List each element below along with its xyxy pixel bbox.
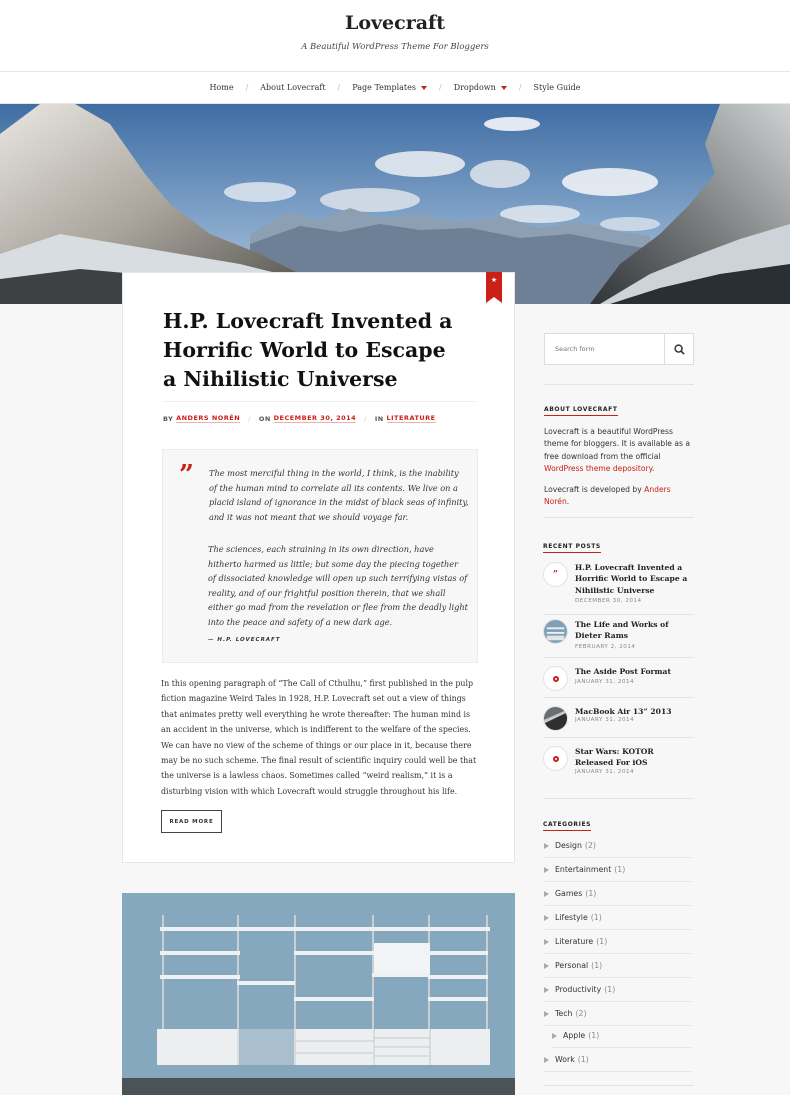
category-count: (2) [575,1009,587,1018]
aside-icon [543,746,568,771]
quote-paragraph: The most merciful thing in the world, I think, is the inability of the human mind to correlate all its contents. We live on a placid island of ignorance in the midst of black seas of infinity, and it was not meant that we should voyage far. [209,468,469,522]
arrow-icon [544,987,549,993]
site-title[interactable]: Lovecraft [344,12,445,34]
post-featured-image[interactable] [122,893,515,1095]
read-more-button[interactable]: READ MORE [161,810,222,833]
recent-post-item[interactable] [543,562,693,610]
post-meta [163,414,436,423]
category-name[interactable]: Games [555,889,583,898]
quote-paragraph: The sciences, each straining in its own direction, have hitherto harmed us little; but some day the piecing together of dissociated knowledge will open up such terrifying vistas of reality, and of our frightful position therein, that we shall either go mad from the revelation or flee from the deadly light into the peace and safety of a new dark age. [208,544,468,627]
search-button[interactable] [664,334,694,364]
nav-item-page-templates[interactable] [352,83,427,92]
recent-post-title[interactable]: The Life and Works of Dieter Rams [575,620,669,641]
category-count: (2) [584,841,596,850]
blockquote [162,449,478,663]
arrow-icon [552,1033,557,1039]
nav-label: Dropdown [453,83,496,92]
about-text-end: . [652,463,655,473]
quote-icon: ” [179,460,194,490]
nav-separator: / [245,83,249,92]
widget-title-categories: CATEGORIES [543,821,591,831]
category-name[interactable]: Apple [563,1031,586,1040]
site-header [0,0,790,72]
category-name[interactable]: Entertainment [555,865,612,874]
arrow-icon [544,891,549,897]
recent-post-date: FEBRUARY 2, 2014 [575,644,636,650]
category-count: (1) [585,889,597,898]
recent-post-item[interactable] [543,666,693,692]
main-navigation [0,72,790,104]
category-count: (1) [588,1031,600,1040]
widget-title-about: ABOUT LOVECRAFT [544,406,618,416]
recent-post-title[interactable]: Star Wars: KOTOR Released For iOS [575,747,654,768]
category-item-productivity[interactable] [544,978,692,1002]
recent-post-date: JANUARY 31, 2014 [575,717,635,723]
widget-title-recent-posts: RECENT POSTS [543,543,601,553]
about-text-body: Lovecraft is a beautiful WordPress theme for bloggers. It is available as a free download from the official [544,427,691,461]
category-count: (1) [604,985,616,994]
nav-item-home[interactable] [209,83,233,92]
category-name[interactable]: Design [555,841,582,850]
divider [163,401,476,402]
category-item-work[interactable] [544,1048,692,1072]
arrow-icon [544,1011,549,1017]
category-count: (1) [591,961,603,970]
category-name[interactable]: Lifestyle [555,913,588,922]
meta-by-label: BY [163,414,174,423]
post-author-link[interactable]: ANDERS NORÉN [176,414,241,422]
arrow-icon [544,939,549,945]
nav-item-about[interactable] [260,83,325,92]
quote-icon: ” [543,562,568,587]
search-input[interactable] [545,334,665,364]
arrow-icon [544,963,549,969]
sidebar-divider [543,798,693,799]
post-title[interactable]: H.P. Lovecraft Invented a Horrific World to Escape a Nihilistic Universe [163,309,453,391]
category-count: (1) [596,937,608,946]
nav-label: Style Guide [533,83,581,92]
nav-label: About Lovecraft [260,83,326,92]
category-item-apple[interactable] [552,1024,692,1048]
about-text [544,426,696,475]
nav-label: Home [209,83,234,92]
category-name[interactable]: Productivity [555,985,602,994]
shelving-unit-image [122,893,515,1095]
sticky-post-flag [486,272,502,297]
about-dev-end: . [566,497,570,506]
quote-citation: — H.P. LOVECRAFT [208,637,281,643]
sidebar-divider [543,657,693,658]
recent-post-date: JANUARY 31, 2014 [575,679,635,685]
chevron-down-icon [421,86,427,90]
search-icon [674,344,685,355]
arrow-icon [544,915,549,921]
category-item-tech[interactable] [544,1002,692,1026]
sidebar-divider [544,1085,694,1086]
post-date-link[interactable]: DECEMBER 30, 2014 [273,414,357,422]
about-developer-text [544,484,696,508]
developer-link[interactable]: Anders Norén [544,485,671,506]
nav-item-dropdown[interactable] [454,83,507,92]
nav-label: Page Templates [352,83,416,92]
recent-post-item[interactable] [543,619,693,655]
post-excerpt: In this opening paragraph of “The Call of Cthulhu,” first published in the pulp fiction magazine Weird Tales in 1928, H.P. Lovecraft set out a view of things that animates pretty well everything he wrote thereafter: The human mind is an accident in the universe, which is indifferent to the welfare of the species. We can have no view of the scheme of things or our place in it, because there may be no such scheme. The final result of scientific inquiry could well be that the universe is a lawless chaos. Sometimes called “weird realism,” it is a disturbing vision with which Lovecraft would struggle throughout his life. [161,679,477,796]
category-count: (1) [614,865,626,874]
sidebar-divider [543,737,693,738]
recent-post-date: JANUARY 31, 2014 [575,769,635,775]
category-name[interactable]: Literature [555,937,594,946]
post-category-link[interactable]: LITERATURE [386,414,436,422]
nav-separator: / [518,83,522,92]
arrow-icon [544,867,549,873]
sidebar-divider [544,384,694,385]
recent-post-title[interactable]: MacBook Air 13” 2013 [575,707,672,716]
category-count: (1) [590,913,602,922]
meta-separator: / [248,414,251,423]
recent-post-item[interactable] [543,746,693,780]
category-name[interactable]: Tech [555,1009,573,1018]
sidebar-divider [544,517,694,518]
about-dev-body: Lovecraft is developed by [544,485,645,494]
macbook-thumbnail [543,706,568,731]
recent-post-item[interactable] [543,706,693,732]
nav-item-style-guide[interactable] [534,83,581,92]
meta-separator: / [364,414,367,423]
shelf-thumbnail [543,619,568,644]
nav-separator: / [438,83,442,92]
category-count: (1) [577,1055,589,1064]
meta-on-label: ON [258,414,271,423]
category-item-personal[interactable] [544,954,692,978]
category-item-games[interactable] [544,882,692,906]
sticky-post-card [122,272,515,863]
aside-icon [543,666,568,691]
category-item-literature[interactable] [544,930,692,954]
arrow-icon [544,843,549,849]
category-name[interactable]: Work [555,1055,575,1064]
recent-post-title[interactable]: The Aside Post Format [575,667,671,676]
category-name[interactable]: Personal [555,961,589,970]
category-item-lifestyle[interactable] [544,906,692,930]
arrow-icon [544,1057,549,1063]
sidebar-divider [543,697,693,698]
sidebar-divider [543,614,693,615]
star-icon: ★ [490,276,498,284]
recent-post-title[interactable]: H.P. Lovecraft Invented a Horrific World to Escape a Nihilistic Universe [575,563,688,595]
nav-separator: / [337,83,341,92]
meta-in-label: IN [374,414,384,423]
search-form [544,333,694,365]
recent-post-date: DECEMBER 30, 2014 [575,598,642,604]
category-item-design[interactable] [544,834,692,858]
site-description: A Beautiful WordPress Theme For Bloggers [301,42,489,52]
category-item-entertainment[interactable] [544,858,692,882]
wordpress-depository-link[interactable]: WordPress theme depository [544,463,653,473]
chevron-down-icon [501,86,507,90]
